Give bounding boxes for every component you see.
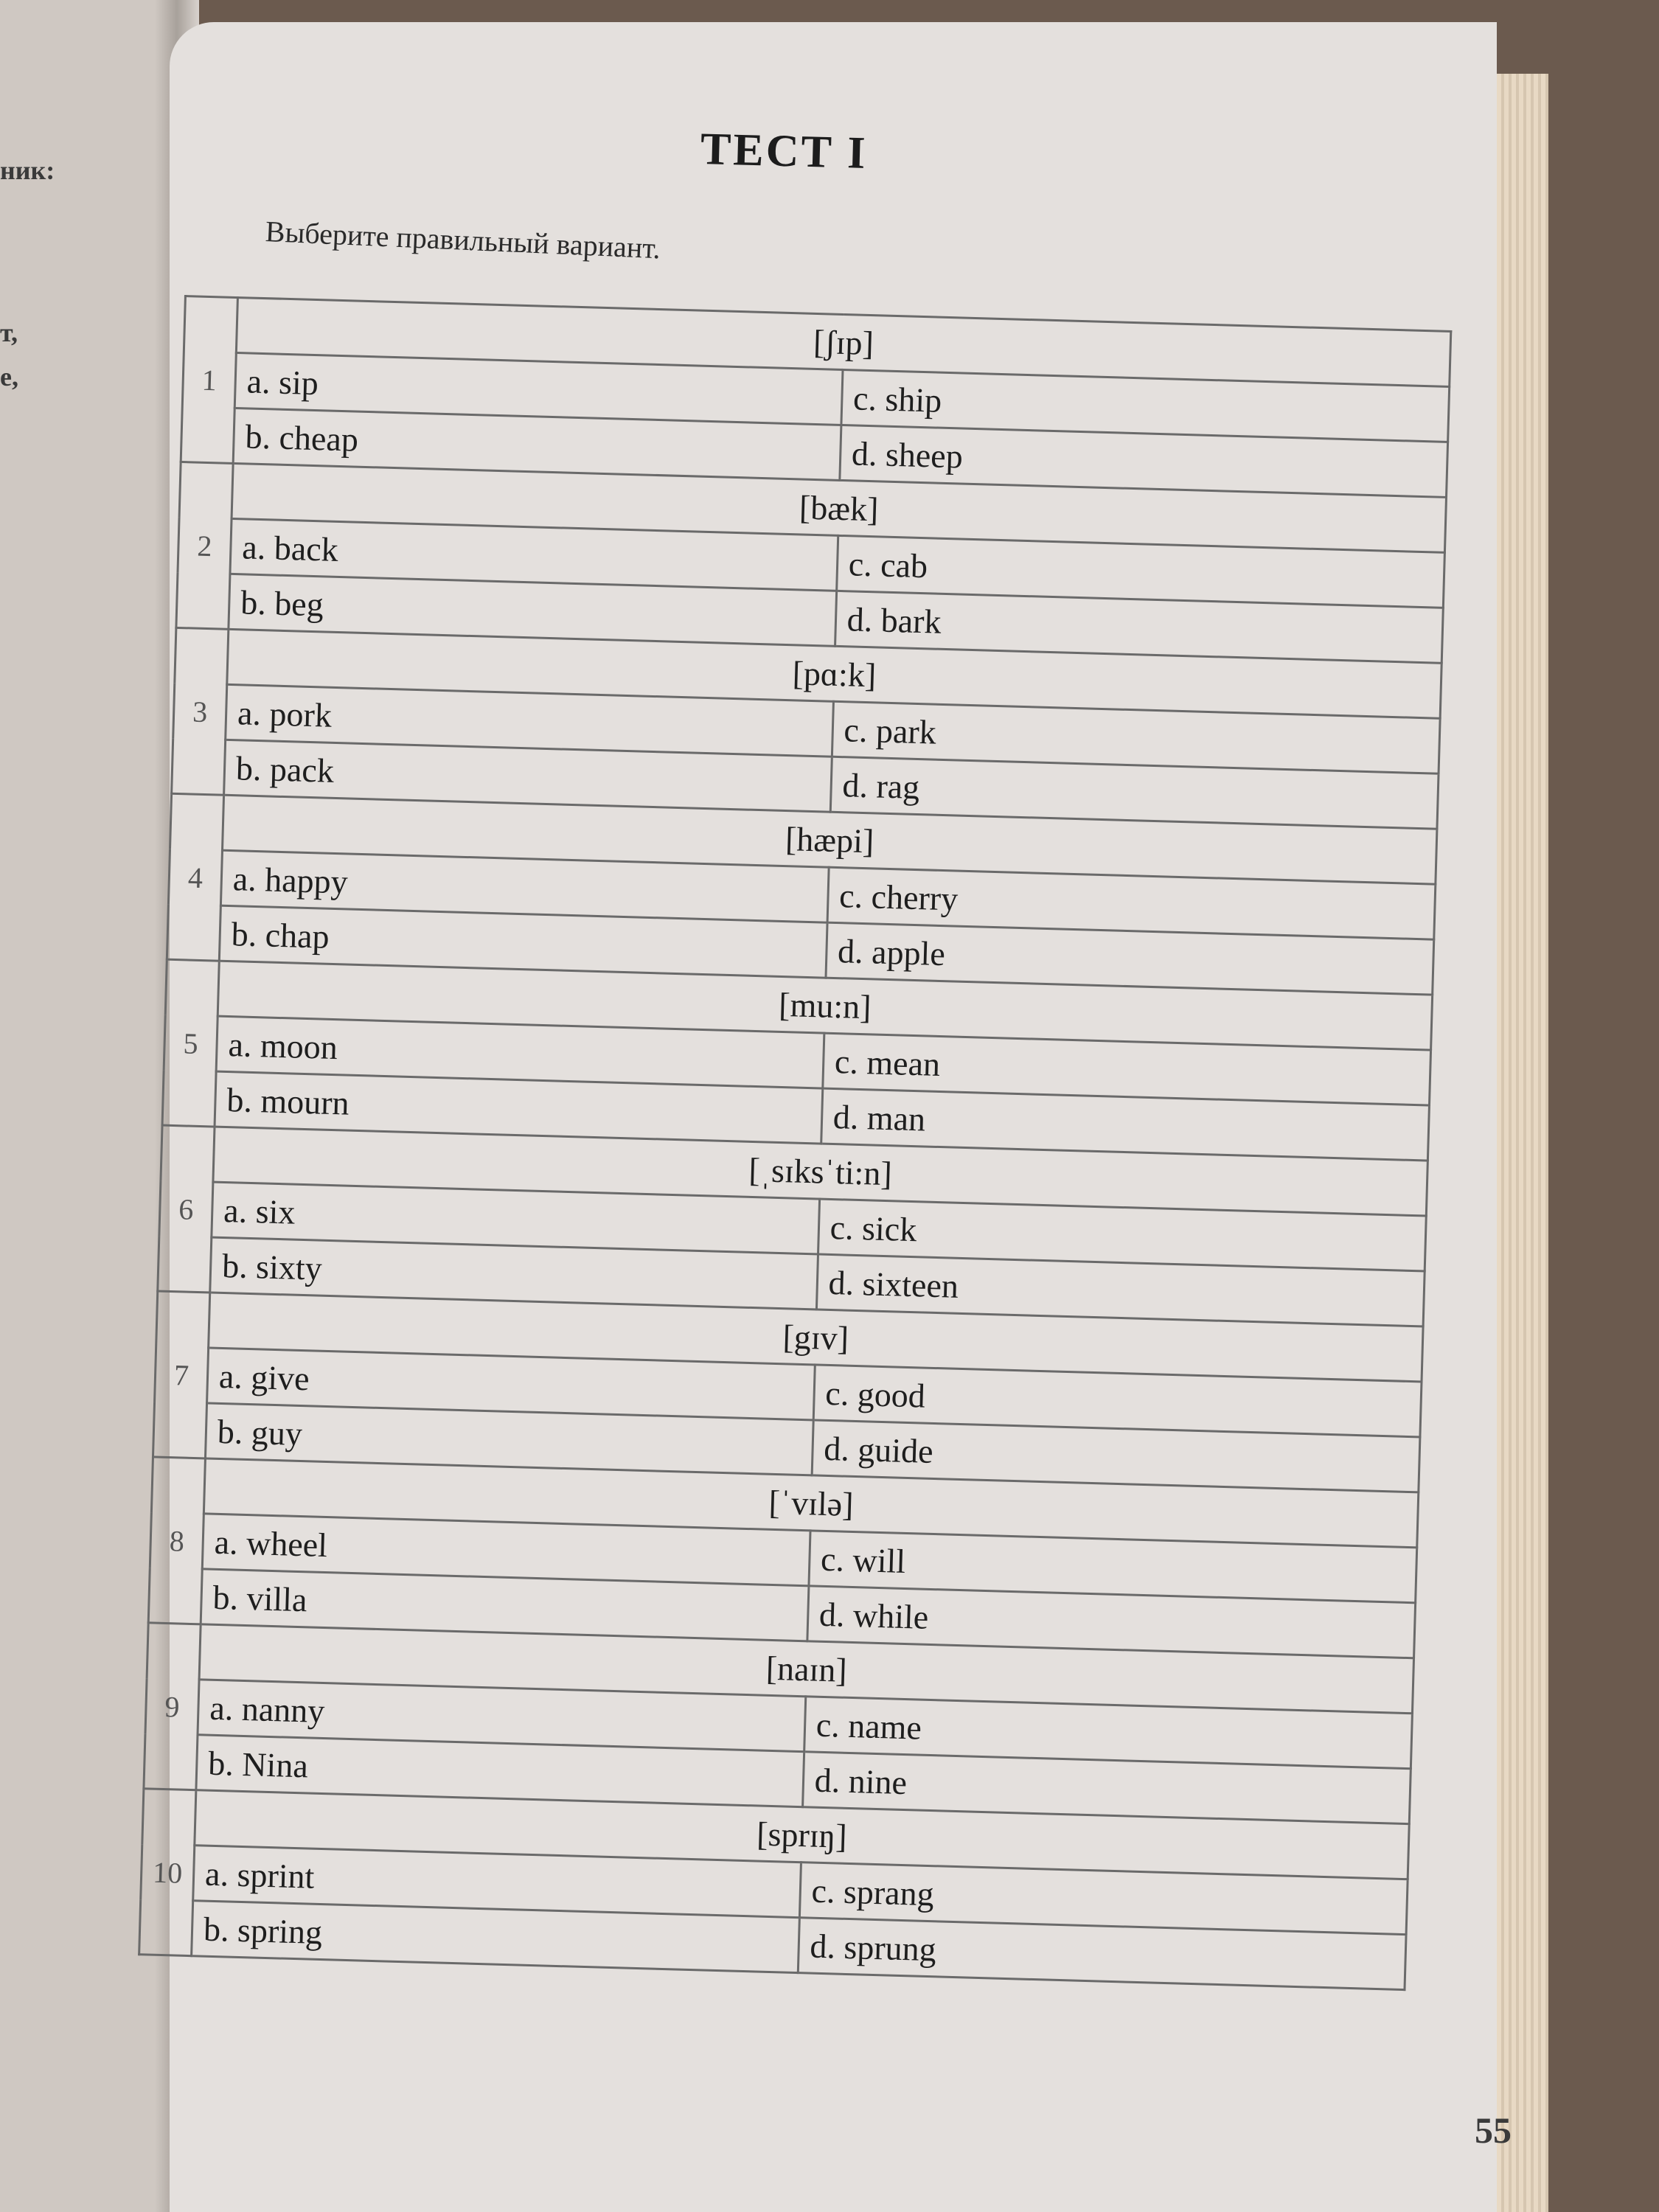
option-d: d. guide [812,1420,1420,1492]
option-b: b. beg [229,574,837,646]
page-title: ТЕСТ I [700,124,869,178]
option-d: d. nine [802,1752,1411,1824]
option-b: b. cheap [233,408,841,480]
transcription: [gɪv] [209,1293,1423,1382]
option-d: d. rag [830,757,1439,829]
transcription: [naɪn] [199,1624,1413,1714]
transcription: [ˈvɪlə] [204,1458,1418,1548]
option-b: b. Nina [196,1735,804,1807]
option-b: b. spring [192,1901,800,1973]
page-number: 55 [1475,2110,1512,2151]
option-d: d. while [807,1586,1416,1658]
option-d: d. sixteen [816,1254,1425,1326]
question-number: 2 [176,462,233,629]
question-number: 7 [153,1291,209,1458]
option-d: d. man [821,1088,1429,1161]
option-a: a. nanny [198,1680,806,1752]
option-c: c. name [804,1697,1412,1769]
question-number: 4 [167,793,223,961]
option-b: b. chap [219,905,827,978]
option-d: d. apple [826,922,1434,995]
option-b: b. guy [205,1403,813,1475]
option-b: b. villa [201,1569,809,1641]
question-number: 10 [139,1789,196,1956]
instruction-text: Выберите правильный вариант. [265,215,661,265]
left-page-fragment: ник: [0,156,55,185]
option-d: d. bark [835,591,1443,663]
option-b: b. pack [224,740,832,812]
option-b: b. sixty [210,1237,818,1310]
question-number: 5 [162,959,219,1127]
question-number: 9 [144,1623,201,1790]
question-number: 8 [148,1457,205,1624]
test-table-container [138,295,1452,1991]
question-number: 3 [172,627,229,795]
transcription: [hæpi] [222,795,1436,884]
option-c: c. park [832,701,1440,773]
option-a: a. wheel [202,1514,810,1586]
option-c: c. ship [841,369,1450,442]
option-b: b. mourn [215,1071,823,1144]
option-c: c. mean [823,1033,1431,1105]
option-a: a. pork [226,684,834,757]
option-a: a. give [207,1348,815,1420]
transcription: [ˌsɪksˈti:n] [213,1127,1427,1216]
option-c: c. sprang [799,1863,1408,1935]
transcription: [pɑ:k] [227,629,1441,718]
option-a: a. six [212,1182,820,1254]
question-number: 6 [158,1125,215,1293]
transcription: [ʃɪp] [236,298,1450,387]
option-d: d. sprung [798,1918,1406,1990]
option-c: c. cherry [827,867,1436,939]
option-a: a. happy [220,850,829,922]
question-number: 1 [181,296,237,464]
left-page-fragment: т, [0,318,18,347]
left-page-fragment: е, [0,362,18,392]
test-table [138,295,1452,1991]
option-c: c. cab [836,535,1444,608]
option-a: a. sip [234,352,843,425]
transcription: [sprɪŋ] [195,1790,1409,1879]
option-a: a. sprint [193,1846,801,1918]
option-a: a. moon [216,1016,824,1088]
option-c: c. good [813,1365,1422,1437]
option-a: a. back [230,518,838,591]
option-d: d. sheep [840,425,1448,497]
transcription: [bæk] [232,463,1446,552]
transcription: [mu:n] [218,961,1432,1050]
option-c: c. sick [818,1199,1426,1271]
option-c: c. will [809,1531,1417,1603]
